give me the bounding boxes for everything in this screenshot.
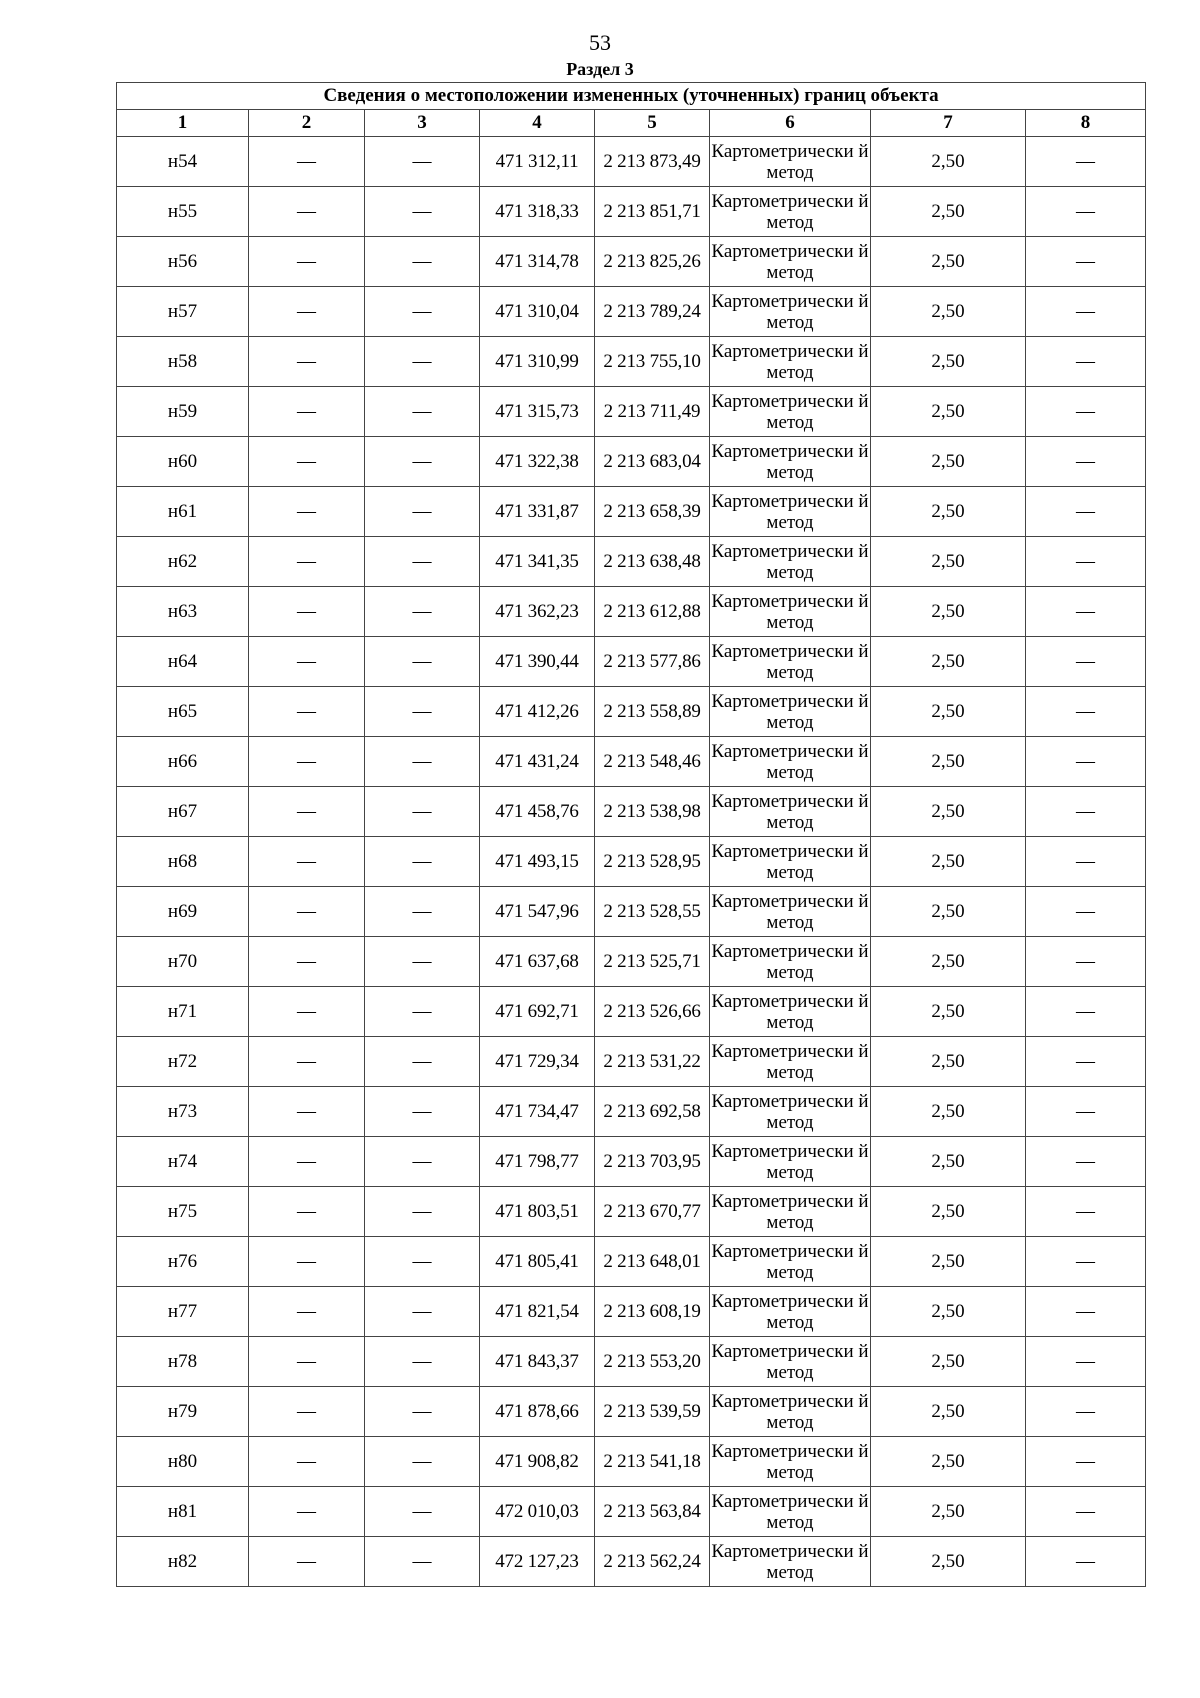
accuracy-cell: 2,50 [871,337,1026,387]
accuracy-cell: 2,50 [871,637,1026,687]
method-cell: Картометрически й метод [710,687,871,737]
y-coordinate-cell: 2 213 658,39 [595,487,710,537]
accuracy-cell: 2,50 [871,987,1026,1037]
y-coordinate-cell: 2 213 825,26 [595,237,710,287]
point-cell: н71 [117,987,249,1037]
point-cell: н70 [117,937,249,987]
accuracy-cell: 2,50 [871,1087,1026,1137]
x-coordinate-cell: 471 310,04 [480,287,595,337]
column-2-cell: — [249,1287,365,1337]
column-8-cell: — [1026,1037,1146,1087]
point-cell: н68 [117,837,249,887]
table-row [117,487,1146,537]
column-2-cell: — [249,1037,365,1087]
y-coordinate-cell: 2 213 683,04 [595,437,710,487]
point-cell: н74 [117,1137,249,1187]
column-2-cell: — [249,1487,365,1537]
y-coordinate-cell: 2 213 851,71 [595,187,710,237]
column-2-cell: — [249,437,365,487]
column-8-cell: — [1026,1187,1146,1237]
method-cell: Картометрически й метод [710,837,871,887]
column-8-cell: — [1026,1437,1146,1487]
x-coordinate-cell: 471 908,82 [480,1437,595,1487]
column-number-row [117,110,1146,137]
table-row [117,687,1146,737]
x-coordinate-cell: 471 458,76 [480,787,595,837]
table-row [117,737,1146,787]
column-8-cell: — [1026,1337,1146,1387]
column-number-1: 1 [117,110,249,137]
point-cell: н80 [117,1437,249,1487]
table-row [117,1437,1146,1487]
y-coordinate-cell: 2 213 612,88 [595,587,710,637]
column-8-cell: — [1026,487,1146,537]
accuracy-cell: 2,50 [871,1487,1026,1537]
x-coordinate-cell: 471 547,96 [480,887,595,937]
column-3-cell: — [365,287,480,337]
column-3-cell: — [365,337,480,387]
table-row [117,437,1146,487]
column-2-cell: — [249,787,365,837]
method-cell: Картометрически й метод [710,1237,871,1287]
table-row [117,1387,1146,1437]
column-3-cell: — [365,1187,480,1237]
method-cell: Картометрически й метод [710,487,871,537]
point-cell: н69 [117,887,249,937]
point-cell: н76 [117,1237,249,1287]
table-row [117,1337,1146,1387]
column-2-cell: — [249,587,365,637]
accuracy-cell: 2,50 [871,1437,1026,1487]
table-row [117,337,1146,387]
accuracy-cell: 2,50 [871,1187,1026,1237]
accuracy-cell: 2,50 [871,387,1026,437]
point-cell: н75 [117,1187,249,1237]
x-coordinate-cell: 471 821,54 [480,1287,595,1337]
accuracy-cell: 2,50 [871,187,1026,237]
section-title: Раздел 3 [566,59,634,79]
column-3-cell: — [365,887,480,937]
column-3-cell: — [365,1237,480,1287]
column-2-cell: — [249,987,365,1037]
column-2-cell: — [249,387,365,437]
x-coordinate-cell: 471 805,41 [480,1237,595,1287]
column-3-cell: — [365,1287,480,1337]
method-cell: Картометрически й метод [710,437,871,487]
point-cell: н58 [117,337,249,387]
point-cell: н60 [117,437,249,487]
column-2-cell: — [249,187,365,237]
column-8-cell: — [1026,787,1146,837]
table-row [117,1537,1146,1587]
table-row [117,187,1146,237]
y-coordinate-cell: 2 213 608,19 [595,1287,710,1337]
point-cell: н57 [117,287,249,337]
method-cell: Картометрически й метод [710,1087,871,1137]
y-coordinate-cell: 2 213 538,98 [595,787,710,837]
column-8-cell: — [1026,1287,1146,1337]
column-8-cell: — [1026,587,1146,637]
y-coordinate-cell: 2 213 711,49 [595,387,710,437]
column-3-cell: — [365,1137,480,1187]
x-coordinate-cell: 471 729,34 [480,1037,595,1087]
x-coordinate-cell: 471 310,99 [480,337,595,387]
y-coordinate-cell: 2 213 531,22 [595,1037,710,1087]
point-cell: н72 [117,1037,249,1087]
x-coordinate-cell: 471 314,78 [480,237,595,287]
column-2-cell: — [249,937,365,987]
column-8-cell: — [1026,887,1146,937]
accuracy-cell: 2,50 [871,687,1026,737]
y-coordinate-cell: 2 213 541,18 [595,1437,710,1487]
method-cell: Картометрически й метод [710,1037,871,1087]
column-2-cell: — [249,1137,365,1187]
column-8-cell: — [1026,1237,1146,1287]
accuracy-cell: 2,50 [871,937,1026,987]
column-2-cell: — [249,1387,365,1437]
table-row [117,1037,1146,1087]
table-row [117,587,1146,637]
column-3-cell: — [365,237,480,287]
column-2-cell: — [249,137,365,187]
method-cell: Картометрически й метод [710,1137,871,1187]
column-3-cell: — [365,1387,480,1437]
column-3-cell: — [365,637,480,687]
y-coordinate-cell: 2 213 528,55 [595,887,710,937]
accuracy-cell: 2,50 [871,1137,1026,1187]
table-row [117,1237,1146,1287]
method-cell: Картометрически й метод [710,887,871,937]
y-coordinate-cell: 2 213 703,95 [595,1137,710,1187]
method-cell: Картометрически й метод [710,1187,871,1237]
column-3-cell: — [365,387,480,437]
column-3-cell: — [365,1087,480,1137]
method-cell: Картометрически й метод [710,1487,871,1537]
method-cell: Картометрически й метод [710,1537,871,1587]
method-cell: Картометрически й метод [710,287,871,337]
table-caption: Сведения о местоположении измененных (уточненных) границ объекта [117,83,1146,110]
column-3-cell: — [365,187,480,237]
method-cell: Картометрически й метод [710,537,871,587]
point-cell: н54 [117,137,249,187]
column-8-cell: — [1026,237,1146,287]
column-8-cell: — [1026,1087,1146,1137]
column-2-cell: — [249,287,365,337]
y-coordinate-cell: 2 213 638,48 [595,537,710,587]
column-2-cell: — [249,837,365,887]
column-8-cell: — [1026,837,1146,887]
column-2-cell: — [249,1337,365,1387]
column-number-3: 3 [365,110,480,137]
point-cell: н81 [117,1487,249,1537]
point-cell: н59 [117,387,249,437]
point-cell: н82 [117,1537,249,1587]
column-2-cell: — [249,537,365,587]
x-coordinate-cell: 471 312,11 [480,137,595,187]
table-row [117,937,1146,987]
column-3-cell: — [365,937,480,987]
y-coordinate-cell: 2 213 577,86 [595,637,710,687]
column-8-cell: — [1026,287,1146,337]
table-row [117,887,1146,937]
column-3-cell: — [365,137,480,187]
table-row [117,987,1146,1037]
y-coordinate-cell: 2 213 539,59 [595,1387,710,1437]
x-coordinate-cell: 471 315,73 [480,387,595,437]
column-2-cell: — [249,1437,365,1487]
method-cell: Картометрически й метод [710,587,871,637]
x-coordinate-cell: 472 010,03 [480,1487,595,1537]
table-row [117,1087,1146,1137]
method-cell: Картометрически й метод [710,387,871,437]
column-3-cell: — [365,737,480,787]
column-number-8: 8 [1026,110,1146,137]
boundary-coordinates-table [116,82,1146,1587]
y-coordinate-cell: 2 213 789,24 [595,287,710,337]
x-coordinate-cell: 471 331,87 [480,487,595,537]
accuracy-cell: 2,50 [871,1037,1026,1087]
accuracy-cell: 2,50 [871,237,1026,287]
accuracy-cell: 2,50 [871,837,1026,887]
x-coordinate-cell: 471 362,23 [480,587,595,637]
column-3-cell: — [365,687,480,737]
column-3-cell: — [365,587,480,637]
x-coordinate-cell: 471 637,68 [480,937,595,987]
column-number-7: 7 [871,110,1026,137]
table-row [117,137,1146,187]
column-3-cell: — [365,1537,480,1587]
point-cell: н66 [117,737,249,787]
x-coordinate-cell: 471 803,51 [480,1187,595,1237]
point-cell: н73 [117,1087,249,1137]
column-3-cell: — [365,437,480,487]
column-2-cell: — [249,1537,365,1587]
column-2-cell: — [249,1087,365,1137]
column-2-cell: — [249,487,365,537]
accuracy-cell: 2,50 [871,787,1026,837]
page-number: 53 [589,30,611,55]
column-8-cell: — [1026,637,1146,687]
method-cell: Картометрически й метод [710,1437,871,1487]
y-coordinate-cell: 2 213 755,10 [595,337,710,387]
y-coordinate-cell: 2 213 553,20 [595,1337,710,1387]
column-3-cell: — [365,487,480,537]
x-coordinate-cell: 471 412,26 [480,687,595,737]
column-3-cell: — [365,1337,480,1387]
column-8-cell: — [1026,137,1146,187]
method-cell: Картометрически й метод [710,1387,871,1437]
accuracy-cell: 2,50 [871,1387,1026,1437]
column-2-cell: — [249,637,365,687]
x-coordinate-cell: 471 692,71 [480,987,595,1037]
column-8-cell: — [1026,387,1146,437]
x-coordinate-cell: 471 843,37 [480,1337,595,1387]
table-row [117,1187,1146,1237]
accuracy-cell: 2,50 [871,1337,1026,1387]
method-cell: Картометрически й метод [710,187,871,237]
point-cell: н61 [117,487,249,537]
column-3-cell: — [365,837,480,887]
column-8-cell: — [1026,1387,1146,1437]
method-cell: Картометрически й метод [710,1337,871,1387]
method-cell: Картометрически й метод [710,787,871,837]
column-8-cell: — [1026,1537,1146,1587]
column-8-cell: — [1026,1487,1146,1537]
table-row [117,1137,1146,1187]
point-cell: н55 [117,187,249,237]
column-8-cell: — [1026,337,1146,387]
method-cell: Картометрически й метод [710,137,871,187]
point-cell: н67 [117,787,249,837]
accuracy-cell: 2,50 [871,587,1026,637]
column-3-cell: — [365,987,480,1037]
point-cell: н62 [117,537,249,587]
column-2-cell: — [249,237,365,287]
point-cell: н78 [117,1337,249,1387]
y-coordinate-cell: 2 213 648,01 [595,1237,710,1287]
accuracy-cell: 2,50 [871,737,1026,787]
x-coordinate-cell: 471 878,66 [480,1387,595,1437]
y-coordinate-cell: 2 213 558,89 [595,687,710,737]
accuracy-cell: 2,50 [871,437,1026,487]
point-cell: н77 [117,1287,249,1337]
column-3-cell: — [365,1437,480,1487]
point-cell: н63 [117,587,249,637]
column-8-cell: — [1026,987,1146,1037]
y-coordinate-cell: 2 213 873,49 [595,137,710,187]
column-3-cell: — [365,1037,480,1087]
y-coordinate-cell: 2 213 692,58 [595,1087,710,1137]
table-row [117,537,1146,587]
column-8-cell: — [1026,937,1146,987]
x-coordinate-cell: 471 318,33 [480,187,595,237]
y-coordinate-cell: 2 213 670,77 [595,1187,710,1237]
column-8-cell: — [1026,187,1146,237]
point-cell: н64 [117,637,249,687]
accuracy-cell: 2,50 [871,287,1026,337]
x-coordinate-cell: 471 390,44 [480,637,595,687]
column-2-cell: — [249,687,365,737]
column-number-5: 5 [595,110,710,137]
y-coordinate-cell: 2 213 562,24 [595,1537,710,1587]
accuracy-cell: 2,50 [871,537,1026,587]
method-cell: Картометрически й метод [710,1287,871,1337]
x-coordinate-cell: 471 734,47 [480,1087,595,1137]
x-coordinate-cell: 471 341,35 [480,537,595,587]
table-row [117,1487,1146,1537]
accuracy-cell: 2,50 [871,1537,1026,1587]
column-3-cell: — [365,537,480,587]
table-row [117,287,1146,337]
accuracy-cell: 2,50 [871,137,1026,187]
point-cell: н65 [117,687,249,737]
method-cell: Картометрически й метод [710,987,871,1037]
x-coordinate-cell: 471 431,24 [480,737,595,787]
column-8-cell: — [1026,687,1146,737]
x-coordinate-cell: 471 493,15 [480,837,595,887]
table-body [117,137,1146,1587]
column-2-cell: — [249,337,365,387]
column-number-4: 4 [480,110,595,137]
accuracy-cell: 2,50 [871,487,1026,537]
table-row [117,387,1146,437]
column-8-cell: — [1026,437,1146,487]
table-row [117,1287,1146,1337]
column-2-cell: — [249,737,365,787]
column-number-2: 2 [249,110,365,137]
y-coordinate-cell: 2 213 526,66 [595,987,710,1037]
method-cell: Картометрически й метод [710,937,871,987]
table-row [117,237,1146,287]
y-coordinate-cell: 2 213 563,84 [595,1487,710,1537]
column-2-cell: — [249,1237,365,1287]
method-cell: Картометрически й метод [710,637,871,687]
y-coordinate-cell: 2 213 548,46 [595,737,710,787]
method-cell: Картометрически й метод [710,237,871,287]
column-8-cell: — [1026,1137,1146,1187]
accuracy-cell: 2,50 [871,887,1026,937]
x-coordinate-cell: 471 798,77 [480,1137,595,1187]
column-3-cell: — [365,787,480,837]
table-row [117,637,1146,687]
accuracy-cell: 2,50 [871,1287,1026,1337]
column-2-cell: — [249,1187,365,1237]
method-cell: Картометрически й метод [710,337,871,387]
method-cell: Картометрически й метод [710,737,871,787]
column-3-cell: — [365,1487,480,1537]
column-2-cell: — [249,887,365,937]
x-coordinate-cell: 471 322,38 [480,437,595,487]
table-row [117,837,1146,887]
point-cell: н79 [117,1387,249,1437]
point-cell: н56 [117,237,249,287]
column-number-6: 6 [710,110,871,137]
table-row [117,787,1146,837]
y-coordinate-cell: 2 213 528,95 [595,837,710,887]
accuracy-cell: 2,50 [871,1237,1026,1287]
x-coordinate-cell: 472 127,23 [480,1537,595,1587]
column-8-cell: — [1026,537,1146,587]
y-coordinate-cell: 2 213 525,71 [595,937,710,987]
column-8-cell: — [1026,737,1146,787]
